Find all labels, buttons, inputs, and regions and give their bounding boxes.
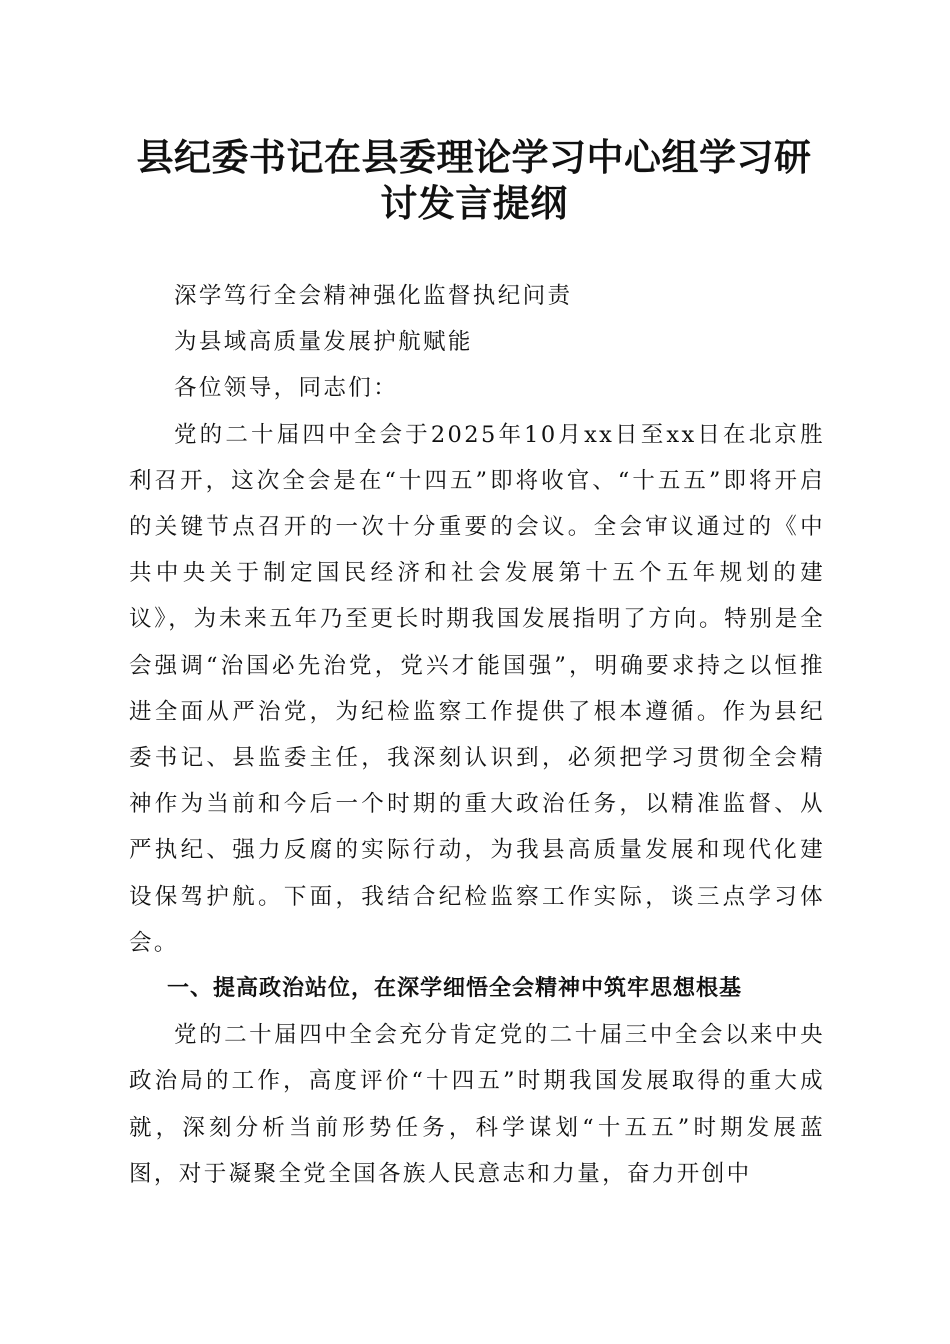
intro-paragraph: 党的二十届四中全会于2025年10月xx日至xx日在北京胜利召开，这次全会是在“十四五”即将收官、“十五五”即将开启的关键节点召开的一次十分重要的会议。全会审议通过的《中共中央关于制定国民经济和社会发展第十五个五年规划的建议》，为未来五年乃至更长时期我国发展指明了方向。特别是全会强调“治国必先治党，党兴才能国强”，明确要求持之以恒推进全面从严治党，为纪检监察工作提供了根本遵循。作为县纪委书记、县监委主任，我深刻认识到，必须把学习贯彻全会精神作为当前和今后一个时期的重大政治任务，以精准监督、从严执纪、强力反腐的实际行动，为我县高质量发展和现代化建设保驾护航。下面，我结合纪检监察工作实际，谈三点学习体会。	[129, 421, 825, 956]
section-1-heading: 一、提高政治站位，在深学细悟全会精神中筑牢思想根基	[167, 976, 743, 1002]
salutation: 各位领导，同志们：	[174, 375, 399, 402]
section-1-paragraph: 党的二十届四中全会充分肯定党的二十届三中全会以来中央政治局的工作，高度评价“十四五”时期我国发展取得的重大成就，深刻分析当前形势任务，科学谋划“十五五”时期发展蓝图，对于凝聚全党全国各族人民意志和力量，奋力开创中	[129, 1022, 825, 1187]
document-body	[129, 273, 825, 1197]
subtitle-line-2: 为县域高质量发展护航赋能	[174, 329, 473, 356]
document-title: 县纪委书记在县委理论学习中心组学习研讨发言提纲	[136, 135, 812, 225]
subtitle-line-1: 深学笃行全会精神强化监督执纪问责	[174, 283, 573, 309]
